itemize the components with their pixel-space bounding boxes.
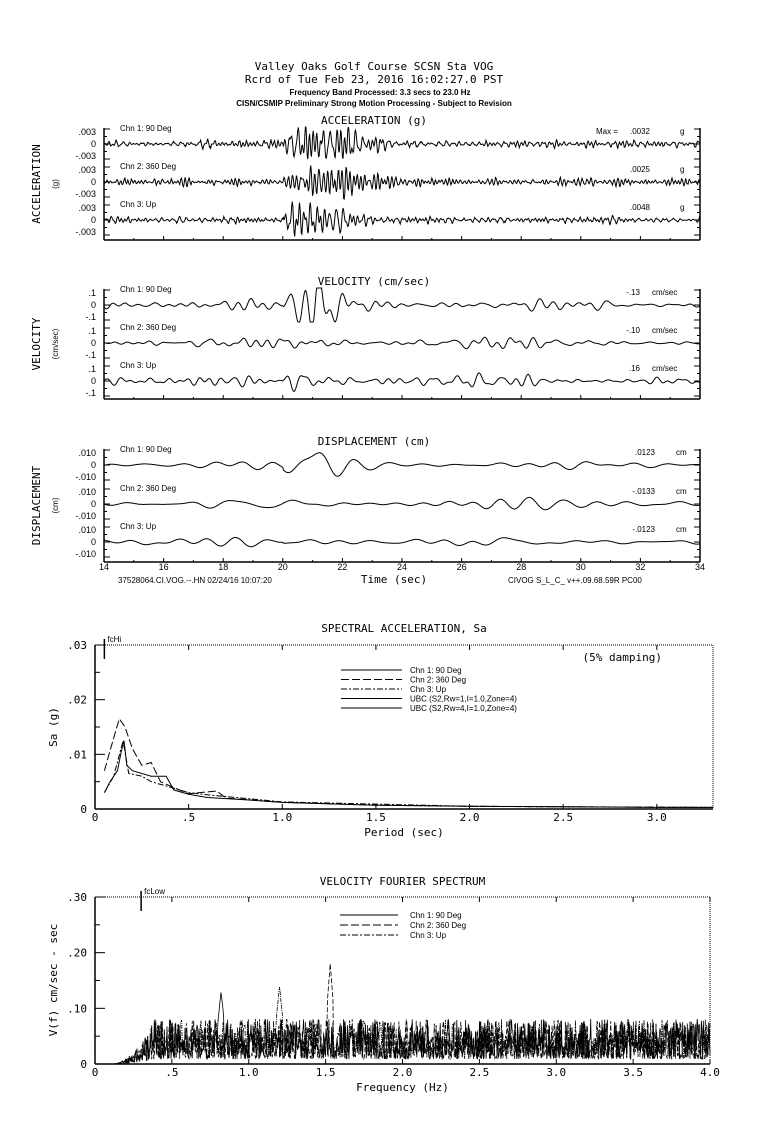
y-tick-label: -.010 bbox=[75, 472, 96, 482]
channel-max: -.0133 bbox=[632, 487, 655, 496]
x-axis-label: Period (sec) bbox=[364, 826, 444, 839]
y-tick-label: 0 bbox=[90, 499, 96, 509]
y-tick-label: .1 bbox=[88, 288, 96, 298]
chart-title: SPECTRAL ACCELERATION, Sa bbox=[321, 622, 487, 635]
legend-label: Chn 1: 90 Deg bbox=[410, 666, 462, 675]
y-tick-label: 0 bbox=[90, 139, 96, 149]
channel-label: Chn 3: Up bbox=[120, 522, 157, 531]
channel-max: -.0123 bbox=[632, 525, 655, 534]
channel-unit: cm bbox=[676, 487, 687, 496]
y-tick-label: -.010 bbox=[75, 511, 96, 521]
y-axis-unit: (g) bbox=[51, 179, 60, 189]
y-axis-label: DISPLACEMENT bbox=[30, 465, 43, 546]
header-record: Rcrd of Tue Feb 23, 2016 16:02:27.0 PST bbox=[244, 73, 504, 86]
sa-series-line bbox=[104, 719, 713, 808]
y-tick-label: -.1 bbox=[85, 350, 96, 360]
x-tick-label: 1.0 bbox=[272, 811, 293, 824]
y-tick-label: .30 bbox=[67, 891, 87, 904]
waveform-trace bbox=[104, 166, 700, 200]
legend-label: Chn 3: Up bbox=[410, 685, 447, 694]
time-tick-label: 28 bbox=[516, 562, 527, 572]
y-tick-label: .01 bbox=[67, 748, 87, 762]
waveform-trace bbox=[104, 497, 700, 509]
y-tick-label: 0 bbox=[90, 460, 96, 470]
y-tick-label: .003 bbox=[78, 165, 96, 175]
time-tick-label: 16 bbox=[158, 562, 169, 572]
y-tick-label: -.003 bbox=[75, 227, 96, 237]
waveform-trace bbox=[104, 288, 700, 322]
y-tick-label: 0 bbox=[90, 338, 96, 348]
channel-unit: cm/sec bbox=[652, 326, 678, 335]
footer-processing-id: CIVOG S_L_C_ v++.09.68.59R PC00 bbox=[508, 576, 642, 585]
y-axis-label: ACCELERATION bbox=[30, 144, 43, 224]
y-tick-label: .003 bbox=[78, 127, 96, 137]
channel-label: Chn 3: Up bbox=[120, 361, 157, 370]
channel-unit: cm/sec bbox=[652, 364, 678, 373]
channel-max: .16 bbox=[628, 364, 640, 373]
chart-title: VELOCITY FOURIER SPECTRUM bbox=[319, 875, 486, 888]
y-tick-label: -.010 bbox=[75, 549, 96, 559]
channel-max: .0032 bbox=[629, 127, 650, 136]
channel-max: .0048 bbox=[629, 203, 650, 212]
x-tick-label: .5 bbox=[182, 811, 196, 824]
channel-max: -.13 bbox=[626, 288, 640, 297]
y-tick-label: .010 bbox=[78, 448, 96, 458]
y-tick-label: -.1 bbox=[85, 388, 96, 398]
header-station: Valley Oaks Golf Course SCSN Sta VOG bbox=[254, 60, 494, 73]
channel-unit: g bbox=[680, 165, 685, 174]
channel-label: Chn 1: 90 Deg bbox=[120, 124, 172, 133]
x-tick-label: 2.0 bbox=[392, 1066, 413, 1079]
panel-title: DISPLACEMENT (cm) bbox=[317, 435, 431, 448]
channel-unit: cm bbox=[676, 525, 687, 534]
channel-unit: cm bbox=[676, 448, 687, 457]
x-tick-label: 3.0 bbox=[546, 1066, 567, 1079]
legend-label: UBC (S2,Rw=1,I=1.0,Zone=4) bbox=[410, 694, 517, 704]
legend-label: Chn 3: Up bbox=[410, 931, 447, 940]
y-tick-label: .03 bbox=[67, 639, 87, 652]
time-tick-label: 32 bbox=[635, 562, 646, 572]
y-tick-label: 0 bbox=[90, 300, 96, 310]
max-label: Max = bbox=[596, 127, 619, 136]
x-tick-label: 1.0 bbox=[238, 1066, 259, 1079]
y-tick-label: 0 bbox=[80, 1058, 87, 1071]
header-processing-note: CISN/CSMIP Preliminary Strong Motion Processing - Subject to Revision bbox=[236, 99, 512, 108]
x-tick-label: 3.5 bbox=[623, 1066, 644, 1079]
legend-label: Chn 2: 360 Deg bbox=[410, 675, 467, 685]
header-frequency-band: Frequency Band Processed: 3.3 secs to 23.0 Hz bbox=[289, 88, 471, 97]
time-tick-label: 18 bbox=[218, 562, 229, 572]
channel-label: Chn 2: 360 Deg bbox=[120, 484, 177, 493]
y-axis-label: Sa (g) bbox=[47, 707, 60, 747]
time-tick-label: 24 bbox=[396, 562, 408, 572]
y-tick-label: .10 bbox=[67, 1002, 87, 1016]
marker-label: fcLow bbox=[144, 887, 166, 896]
time-tick-label: 20 bbox=[277, 562, 288, 572]
x-tick-label: 4.0 bbox=[700, 1066, 720, 1079]
y-tick-label: 0 bbox=[90, 177, 96, 187]
channel-label: Chn 1: 90 Deg bbox=[120, 445, 172, 454]
y-tick-label: 0 bbox=[80, 803, 87, 816]
channel-unit: g bbox=[680, 127, 685, 136]
x-axis-label: Frequency (Hz) bbox=[356, 1081, 449, 1094]
y-tick-label: 0 bbox=[90, 376, 96, 386]
legend-label: UBC (S2,Rw=4,I=1.0,Zone=4) bbox=[410, 704, 517, 713]
waveform-trace bbox=[104, 373, 700, 392]
x-tick-label: 1.5 bbox=[315, 1066, 336, 1079]
time-tick-label: 22 bbox=[337, 562, 348, 572]
channel-max: .0025 bbox=[629, 165, 650, 174]
legend-label: Chn 2: 360 Deg bbox=[410, 921, 467, 930]
time-tick-label: 30 bbox=[575, 562, 586, 572]
x-tick-label: 0 bbox=[91, 1066, 99, 1079]
channel-max: .0123 bbox=[634, 448, 655, 457]
y-tick-label: 0 bbox=[90, 537, 96, 547]
y-tick-label: -.003 bbox=[75, 189, 96, 199]
waveform-trace bbox=[104, 202, 700, 237]
sa-series-line bbox=[104, 741, 713, 808]
damping-annotation: (5% damping) bbox=[582, 651, 662, 664]
footer-record-id: 37528064.CI.VOG.--.HN 02/24/16 10:07:20 bbox=[118, 576, 272, 585]
time-axis-label: Time (sec) bbox=[360, 573, 428, 586]
y-tick-label: .010 bbox=[78, 525, 96, 535]
sa-series-line bbox=[104, 741, 713, 808]
channel-label: Chn 2: 360 Deg bbox=[120, 162, 177, 171]
waveform-trace bbox=[104, 337, 700, 349]
waveform-trace bbox=[104, 538, 700, 547]
channel-label: Chn 2: 360 Deg bbox=[120, 323, 177, 332]
y-axis-label: VELOCITY bbox=[30, 317, 43, 371]
y-tick-label: .20 bbox=[67, 946, 87, 960]
panel-title: ACCELERATION (g) bbox=[321, 114, 427, 127]
y-tick-label: .02 bbox=[67, 693, 87, 707]
y-tick-label: -.003 bbox=[75, 151, 96, 161]
x-tick-label: 2.5 bbox=[469, 1066, 490, 1079]
x-tick-label: 0 bbox=[91, 811, 99, 824]
x-tick-label: 2.5 bbox=[553, 811, 574, 824]
y-axis-unit: (cm) bbox=[51, 497, 60, 514]
channel-max: -.10 bbox=[626, 326, 640, 335]
y-tick-label: .1 bbox=[88, 364, 96, 374]
channel-label: Chn 1: 90 Deg bbox=[120, 285, 172, 294]
channel-unit: g bbox=[680, 203, 685, 212]
x-tick-label: .5 bbox=[165, 1066, 179, 1079]
y-tick-label: .1 bbox=[88, 326, 96, 336]
y-tick-label: 0 bbox=[90, 215, 96, 225]
y-tick-label: .010 bbox=[78, 487, 96, 497]
channel-label: Chn 3: Up bbox=[120, 200, 157, 209]
channel-unit: cm/sec bbox=[652, 288, 678, 297]
y-tick-label: .003 bbox=[78, 203, 96, 213]
x-tick-label: 1.5 bbox=[365, 811, 386, 824]
y-axis-label: V(f) cm/sec - sec bbox=[47, 923, 60, 1037]
x-tick-label: 3.0 bbox=[646, 811, 667, 824]
time-tick-label: 34 bbox=[694, 562, 706, 572]
time-tick-label: 26 bbox=[456, 562, 467, 572]
panel-title: VELOCITY (cm/sec) bbox=[317, 275, 431, 288]
legend-label: Chn 1: 90 Deg bbox=[410, 911, 462, 920]
marker-label: fcHi bbox=[107, 635, 122, 644]
waveform-trace bbox=[104, 453, 700, 477]
x-tick-label: 2.0 bbox=[459, 811, 480, 824]
y-axis-unit: (cm/sec) bbox=[51, 328, 60, 360]
time-tick-label: 14 bbox=[98, 562, 110, 572]
y-tick-label: -.1 bbox=[85, 312, 96, 322]
